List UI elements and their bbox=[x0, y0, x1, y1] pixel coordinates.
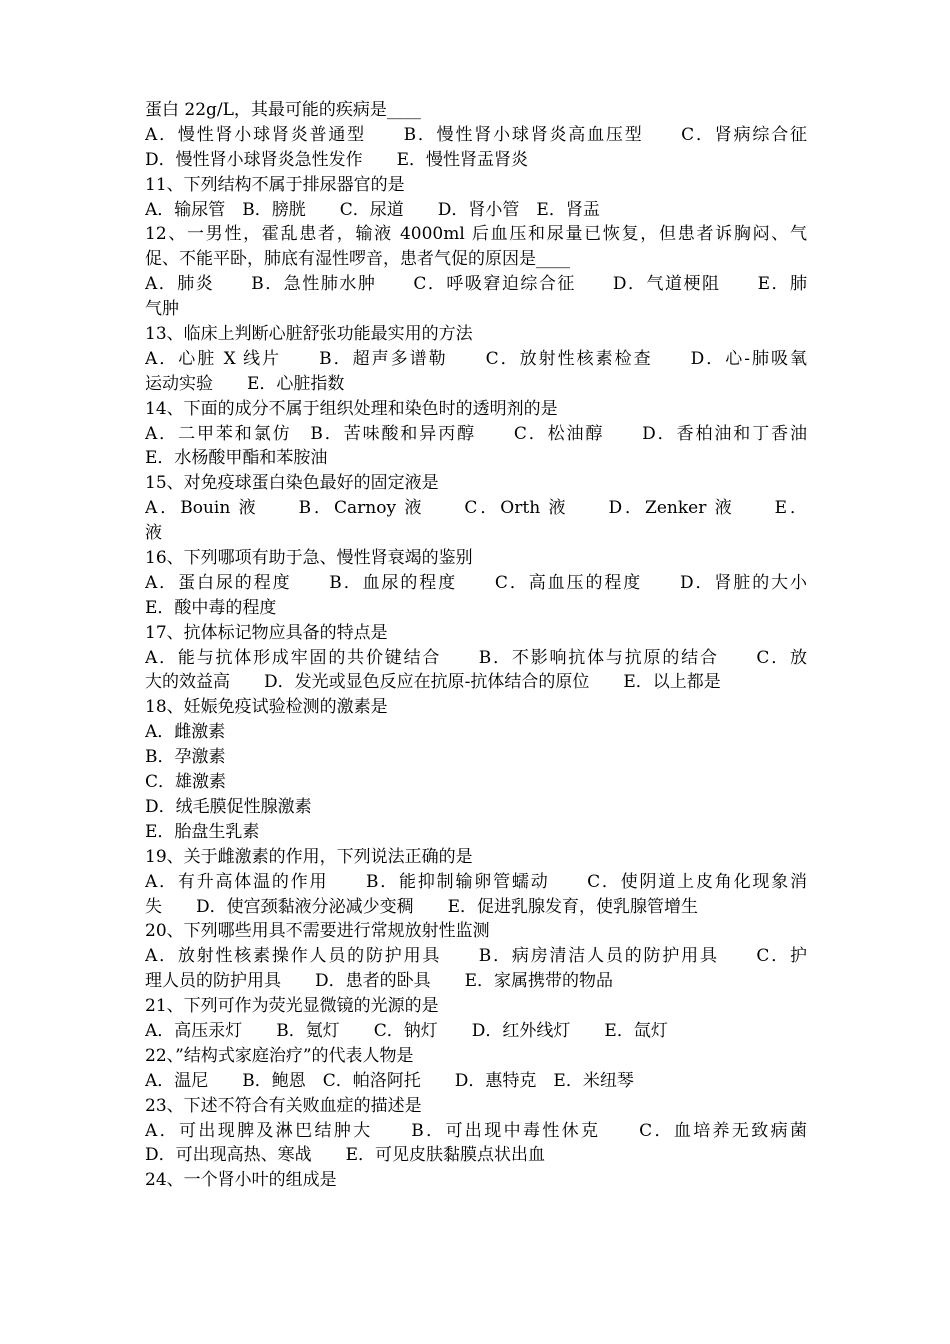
text-line: 促、不能平卧，肺底有湿性啰音，患者气促的原因是____ bbox=[145, 249, 570, 270]
text-line: 18、妊娠免疫试验检测的激素是 bbox=[145, 697, 388, 718]
text-line: E．酸中毒的程度 bbox=[145, 597, 277, 618]
text-line: D．可出现高热、寒战 E．可见皮肤黏膜点状出血 bbox=[145, 1145, 546, 1166]
text-line: 液 bbox=[145, 523, 162, 544]
text-line: A．输尿管 B．膀胱 C．尿道 D．肾小管 E．肾盂 bbox=[145, 199, 600, 220]
text-line: E．胎盘生乳素 bbox=[145, 821, 260, 842]
text-line: C．雄激素 bbox=[145, 772, 227, 793]
text-line: A．二甲苯和氯仿 B．苦味酸和异丙醇 C．松油醇 D．香柏油和丁香油 bbox=[145, 423, 807, 444]
text-line: A．能与抗体形成牢固的共价键结合 B．不影响抗体与抗原的结合 C．放 bbox=[145, 647, 807, 668]
text-line: A．可出现脾及淋巴结肿大 B．可出现中毒性休克 C．血培养无致病菌 bbox=[145, 1120, 807, 1141]
text-line: A．有升高体温的作用 B．能抑制输卵管蠕动 C．使阴道上皮角化现象消 bbox=[145, 871, 807, 892]
text-line: A．放射性核素操作人员的防护用具 B．病房清洁人员的防护用具 C．护 bbox=[145, 946, 807, 967]
text-line: 15、对免疫球蛋白染色最好的固定液是 bbox=[145, 473, 439, 494]
text-line: A．高压汞灯 B．氪灯 C．钠灯 D．红外线灯 E．氙灯 bbox=[145, 1020, 668, 1041]
text-line: A．温尼 B．鲍恩 C．帕洛阿托 D．惠特克 E．米纽琴 bbox=[145, 1070, 634, 1091]
text-line: 14、下面的成分不属于组织处理和染色时的透明剂的是 bbox=[145, 398, 558, 419]
text-line: 23、下述不符合有关败血症的描述是 bbox=[145, 1095, 422, 1116]
text-line: 24、一个肾小叶的组成是 bbox=[145, 1170, 337, 1191]
text-line: A．慢性肾小球肾炎普通型 B．慢性肾小球肾炎高血压型 C．肾病综合征 bbox=[145, 124, 807, 145]
text-line: 13、临床上判断心脏舒张功能最实用的方法 bbox=[145, 324, 473, 345]
text-line: 21、下列可作为荧光显微镜的光源的是 bbox=[145, 996, 439, 1017]
text-line: A．Bouin 液 B．Carnoy 液 C．Orth 液 D．Zenker 液 E． bbox=[145, 498, 807, 519]
text-line: 12、一男性，霍乱患者，输液 4000ml 后血压和尿量已恢复，但患者诉胸闷、气 bbox=[145, 224, 807, 245]
text-line: A．肺炎 B．急性肺水肿 C．呼吸窘迫综合征 D．气道梗阻 E．肺 bbox=[145, 274, 807, 295]
document-page bbox=[145, 98, 807, 1193]
text-line: 气肿 bbox=[145, 299, 179, 320]
text-line: 20、下列哪些用具不需要进行常规放射性监测 bbox=[145, 921, 490, 942]
text-line: 16、下列哪项有助于急、慢性肾衰竭的鉴别 bbox=[145, 548, 473, 569]
text-line: 17、抗体标记物应具备的特点是 bbox=[145, 622, 388, 643]
text-line: 19、关于雌激素的作用，下列说法正确的是 bbox=[145, 846, 473, 867]
text-line: 22、”结构式家庭治疗”的代表人物是 bbox=[145, 1045, 414, 1066]
text-line: A．蛋白尿的程度 B．血尿的程度 C．高血压的程度 D．肾脏的大小 bbox=[145, 572, 807, 593]
text-line: D．慢性肾小球肾炎急性发作 E．慢性肾盂肾炎 bbox=[145, 149, 529, 170]
text-line: 蛋白 22g/L，其最可能的疾病是____ bbox=[145, 100, 421, 120]
text-line: 运动实验 E．心脏指数 bbox=[145, 373, 345, 394]
text-line: 理人员的防护用具 D．患者的卧具 E．家属携带的物品 bbox=[145, 971, 614, 992]
text-line: 失 D．使宫颈黏液分泌减少变稠 E．促进乳腺发育，使乳腺管增生 bbox=[145, 896, 699, 917]
text-line: 11、下列结构不属于排尿器官的是 bbox=[145, 174, 405, 195]
text-line: 大的效益高 D．发光或显色反应在抗原-抗体结合的原位 E．以上都是 bbox=[145, 672, 721, 693]
text-line: D．绒毛膜促性腺激素 bbox=[145, 796, 312, 817]
text-line: B．孕激素 bbox=[145, 747, 226, 768]
text-line: E．水杨酸甲酯和苯胺油 bbox=[145, 448, 328, 469]
text-line: A．心脏 X 线片 B．超声多谱勒 C．放射性核素检查 D．心-肺吸氧 bbox=[145, 348, 807, 369]
text-line: A．雌激素 bbox=[145, 722, 226, 743]
